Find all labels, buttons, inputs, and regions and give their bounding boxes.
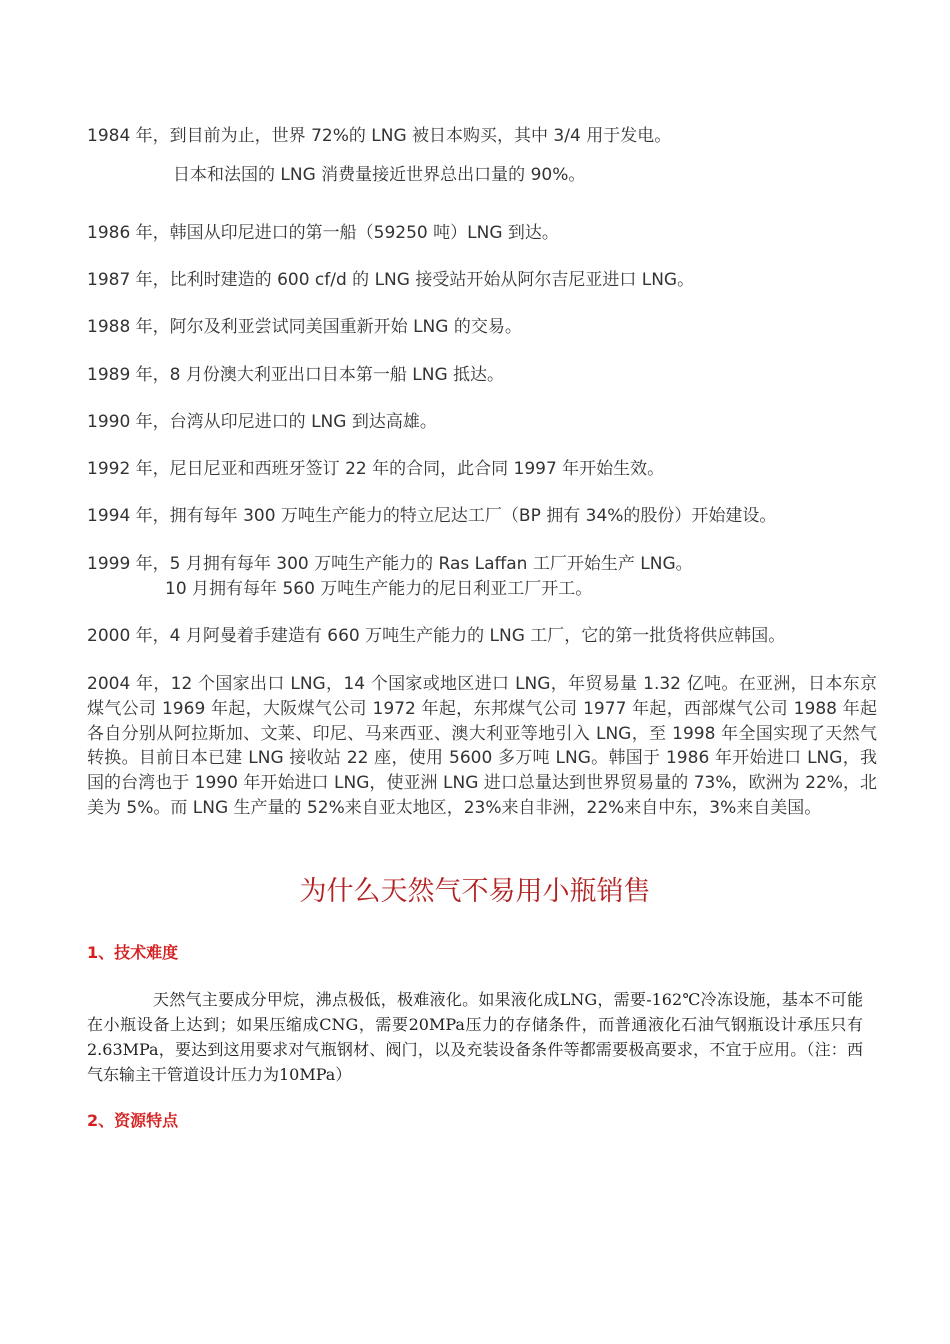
subheading-resource-features: 2、资源特点 bbox=[87, 1111, 179, 1130]
timeline-entry-1989: 1989 年，8 月份澳大利亚出口日本第一船 LNG 抵达。 bbox=[87, 365, 505, 385]
timeline-entry-1999-note: 10 月拥有每年 560 万吨生产能力的尼日利亚工厂开工。 bbox=[165, 579, 593, 599]
timeline-entry-1994: 1994 年，拥有每年 300 万吨生产能力的特立尼达工厂（BP 拥有 34%的股份）开始建设。 bbox=[87, 506, 777, 526]
timeline-entry-1987: 1987 年，比利时建造的 600 cf/d 的 LNG 接受站开始从阿尔吉尼亚进口 LNG。 bbox=[87, 270, 695, 290]
timeline-entry-2000: 2000 年，4 月阿曼着手建造有 660 万吨生产能力的 LNG 工厂，它的第一批货将供应韩国。 bbox=[87, 626, 786, 646]
timeline-entry-1984-note: 日本和法国的 LNG 消费量接近世界总出口量的 90%。 bbox=[173, 165, 586, 185]
timeline-entry-1992: 1992 年，尼日尼亚和西班牙签订 22 年的合同，此合同 1997 年开始生效。 bbox=[87, 459, 665, 479]
paragraph-2004: 2004 年，12 个国家出口 LNG，14 个国家或地区进口 LNG，年贸易量 1.32 亿吨。在亚洲，日本东京煤气公司 1969 年起，大阪煤气公司 1972 年起，东邦煤气公司 1977 年起，西部煤气公司 1988 年起各自分别从阿拉斯加、文莱、印尼、马来西亚、澳大利亚等地引入 LNG，至 1998 年全国实现了天然气转换。目前日本已建 LNG 接收站 22 座，使用 5600 多万吨 LNG。韩国于 1986 年开始进口 LNG，我国的台湾也于 1990 年开始进口 LNG，使亚洲 LNG 进口总量达到世界贸易量的 73%，欧洲为 22%，北美为 5%。而 LNG 生产量的 52%来自亚太地区，23%来自非洲，22%来自中东，3%来自美国。 bbox=[87, 674, 877, 818]
section-title: 为什么天然气不易用小瓶销售 bbox=[299, 876, 651, 907]
timeline-entry-1986: 1986 年，韩国从印尼进口的第一船（59250 吨）LNG 到达。 bbox=[87, 223, 559, 243]
subheading-technical-difficulty: 1、技术难度 bbox=[87, 943, 179, 962]
timeline-entry-1990: 1990 年，台湾从印尼进口的 LNG 到达高雄。 bbox=[87, 412, 437, 432]
timeline-entry-1984: 1984 年，到目前为止，世界 72%的 LNG 被日本购买，其中 3/4 用于发电。 bbox=[87, 126, 672, 146]
paragraph-technical-difficulty: 天然气主要成分甲烷，沸点极低，极难液化。如果液化成LNG，需要-162℃冷冻设施，基本不可能在小瓶设备上达到；如果压缩成CNG，需要20MPa压力的存储条件，而普通液化石油气钢瓶设计承压只有2.63MPa，要达到这用要求对气瓶钢材、阀门，以及充装设备条件等都需要极高要求，不宜于应用。（注：西气东输主干管道设计压力为10MPa） bbox=[87, 990, 863, 1084]
timeline-entry-1988: 1988 年，阿尔及利亚尝试同美国重新开始 LNG 的交易。 bbox=[87, 317, 522, 337]
timeline-entry-1999: 1999 年，5 月拥有每年 300 万吨生产能力的 Ras Laffan 工厂开始生产 LNG。 bbox=[87, 554, 693, 574]
